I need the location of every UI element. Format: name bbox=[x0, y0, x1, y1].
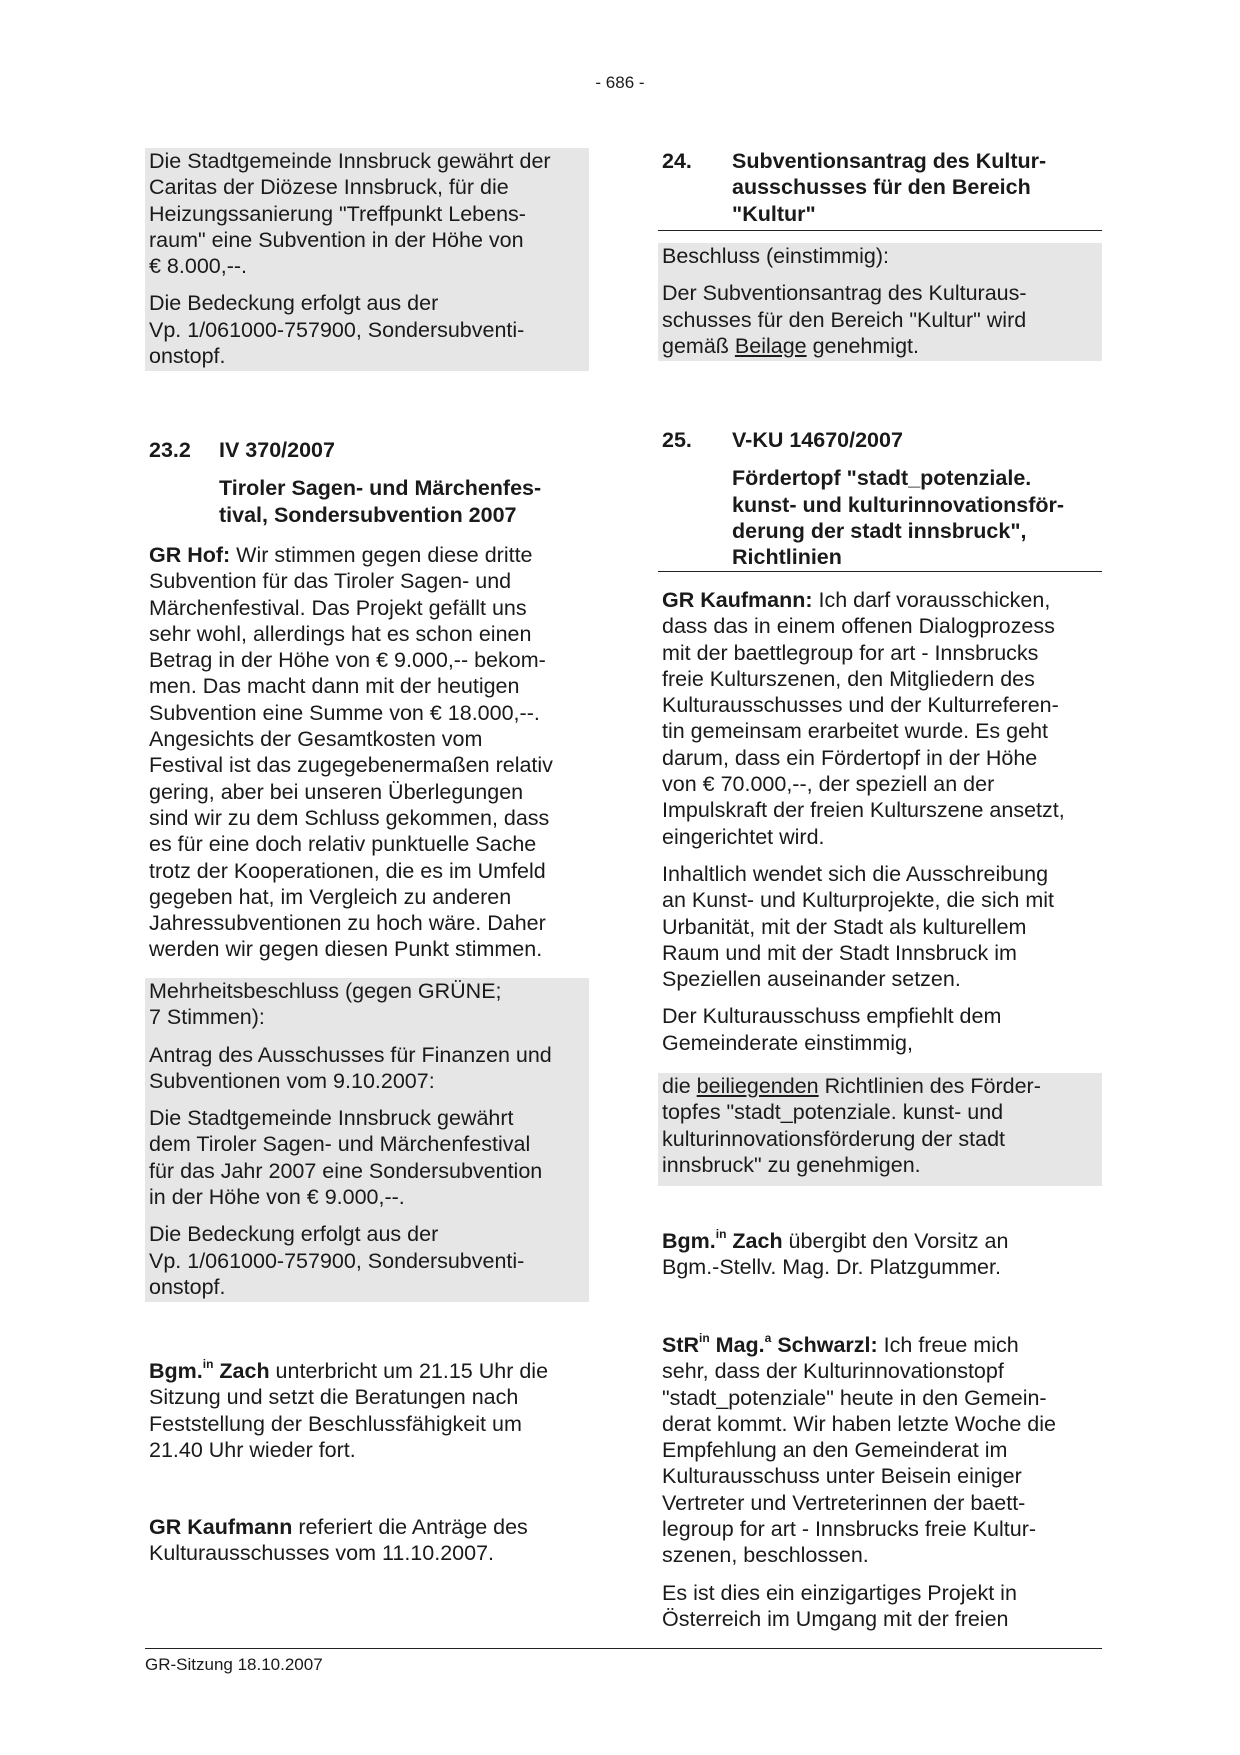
text-line: Märchenfestival. Das Projekt gefällt uns bbox=[149, 595, 527, 620]
item-title bbox=[658, 465, 1102, 570]
majority-decision bbox=[145, 978, 589, 1302]
text-line: Heizungssanierung "Treffpunkt Lebens- bbox=[149, 201, 526, 226]
decision-type: Beschluss (einstimmig): bbox=[662, 244, 889, 268]
text-line: Impulskraft der freien Kulturszene ansetzt, bbox=[662, 798, 1065, 823]
speaker-name: Bgm.$^{in}$ Zach bbox=[149, 1356, 270, 1383]
text-line: Betrag in der Höhe von € 9.000,-- bekom- bbox=[149, 648, 546, 673]
item-number: 23.2 bbox=[149, 438, 191, 462]
caritas-resolution bbox=[145, 148, 589, 371]
text-line: dass das in einem offenen Dialogprozess bbox=[662, 614, 1055, 639]
text-line: eingerichtet wird. bbox=[662, 824, 825, 849]
text-line: topfes "stadt_potenziale. kunst- und bbox=[662, 1100, 1004, 1125]
text-line: Kulturausschusses und der Kulturreferen- bbox=[662, 693, 1059, 718]
text-line: Angesichts der Gesamtkosten vom bbox=[149, 727, 483, 752]
title-line: tival, Sondersubvention 2007 bbox=[219, 502, 517, 527]
text-line: Kulturausschusses vom 11.10.2007. bbox=[149, 1541, 494, 1566]
text-line: Es ist dies ein einzigartiges Projekt in bbox=[662, 1580, 1017, 1605]
item-header bbox=[658, 148, 1102, 227]
text-line: Antrag des Ausschusses für Finanzen und bbox=[149, 1042, 552, 1067]
text-line: gering, aber bei unseren Überlegungen bbox=[149, 779, 524, 804]
title-line: ausschusses für den Bereich bbox=[732, 175, 1031, 200]
text-line: Feststellung der Beschlussfähigkeit um bbox=[149, 1411, 522, 1436]
text-line: Mehrheitsbeschluss (gegen GRÜNE; bbox=[149, 979, 502, 1003]
text-line: legroup for art - Innsbrucks freie Kultur- bbox=[662, 1517, 1037, 1542]
title-line: kunst- und kulturinnovationsför- bbox=[732, 492, 1065, 517]
text-line: Speziellen auseinander setzen. bbox=[662, 967, 961, 992]
title-line: Subventionsantrag des Kultur- bbox=[732, 149, 1047, 173]
text-line: dem Tiroler Sagen- und Märchenfestival bbox=[149, 1132, 531, 1157]
speaker-name: GR Hof: bbox=[149, 543, 231, 567]
text-line: sind wir zu dem Schluss gekommen, dass bbox=[149, 805, 550, 830]
zach-interruption bbox=[145, 1358, 589, 1463]
page-footer: GR-Sitzung 18.10.2007 bbox=[145, 1648, 1102, 1675]
resolution-text bbox=[145, 148, 589, 279]
item-title bbox=[145, 475, 589, 528]
text-line: sehr wohl, allerdings hat es schon einen bbox=[149, 621, 532, 646]
text-line: onstopf. bbox=[149, 1274, 226, 1299]
text-line: derat kommt. Wir haben letzte Woche die bbox=[662, 1411, 1056, 1436]
text-line: Der Subventionsantrag des Kulturaus- bbox=[662, 281, 1027, 306]
text-line: tin gemeinsam erarbeitet wurde. Es geht bbox=[662, 719, 1049, 744]
text-line: innsbruck" zu genehmigen. bbox=[662, 1152, 921, 1177]
item-number: 25. bbox=[662, 428, 692, 452]
text-line: gemäß Beilage genehmigt. bbox=[662, 333, 919, 358]
text-line: für das Jahr 2007 eine Sondersubvention bbox=[149, 1158, 543, 1183]
text-line: übergibt den Vorsitz an bbox=[782, 1229, 1009, 1253]
speaker-name: Bgm.$^{in}$ Zach bbox=[662, 1226, 783, 1253]
text-line: Kulturausschuss unter Beisein einiger bbox=[662, 1464, 1022, 1489]
text-line: Urbanität, mit der Stadt als kulturellem bbox=[662, 914, 1027, 939]
text-line: Bgm.-Stellv. Mag. Dr. Platzgummer. bbox=[662, 1255, 1001, 1280]
speaker-name: StR$^{in}$ Mag.$^a$ Schwarzl: bbox=[662, 1330, 878, 1357]
text-line: referiert die Anträge des bbox=[292, 1515, 528, 1539]
text-line: werden wir gegen diesen Punkt stimmen. bbox=[149, 937, 543, 962]
text-line: Subvention für das Tiroler Sagen- und bbox=[149, 569, 512, 594]
unanimous-decision bbox=[658, 243, 1102, 361]
text-line: Subventionen vom 9.10.2007: bbox=[149, 1068, 435, 1093]
title-line: Tiroler Sagen- und Märchenfes- bbox=[219, 476, 542, 501]
text-line: Sitzung und setzt die Beratungen nach bbox=[149, 1385, 519, 1410]
item-reference: V-KU 14670/2007 bbox=[732, 428, 903, 452]
text-line: schusses für den Bereich "Kultur" wird bbox=[662, 307, 1027, 332]
agenda-item-25 bbox=[658, 427, 1102, 570]
text-line: 7 Stimmen): bbox=[149, 1005, 265, 1030]
text-line: Raum und mit der Stadt Innsbruck im bbox=[662, 940, 1017, 965]
text-line: in der Höhe von € 9.000,--. bbox=[149, 1185, 405, 1210]
text-line: Die Stadtgemeinde Innsbruck gewährt der bbox=[149, 149, 551, 173]
text-line: Die Stadtgemeinde Innsbruck gewährt bbox=[149, 1106, 514, 1131]
text-line: Österreich im Umgang mit der freien bbox=[662, 1606, 1009, 1631]
text-line: an Kunst- und Kulturprojekte, die sich mit bbox=[662, 888, 1054, 913]
text-line: Die Bedeckung erfolgt aus der bbox=[149, 291, 439, 316]
speaker-name: GR Kaufmann: bbox=[662, 588, 813, 612]
title-line: Fördertopf "stadt_potenziale. bbox=[732, 466, 1032, 491]
text-line: unterbricht um 21.15 Uhr die bbox=[269, 1359, 549, 1383]
text-line: € 8.000,--. bbox=[149, 254, 247, 279]
text-line: Der Kulturausschuss empfiehlt dem bbox=[662, 1004, 1002, 1029]
agenda-item-23-2 bbox=[145, 437, 589, 528]
text-line: es für eine doch relativ punktuelle Sache bbox=[149, 832, 537, 857]
page-number: - 686 - bbox=[595, 73, 645, 92]
text-line: "stadt_potenziale" heute in den Gemein- bbox=[662, 1385, 1047, 1410]
schwarzl-statement bbox=[658, 1332, 1102, 1632]
kaufmann-statement bbox=[658, 587, 1102, 1056]
title-line: "Kultur" bbox=[732, 201, 816, 226]
text-line: Vertreter und Vertreterinnen der baett- bbox=[662, 1490, 1026, 1515]
item-header bbox=[145, 437, 589, 463]
text-line: mit der baettlegroup for art - Innsbrucks bbox=[662, 640, 1039, 665]
text-line: die beiliegenden Richtlinien des Förder- bbox=[662, 1074, 1041, 1098]
resolution-text bbox=[145, 1105, 589, 1210]
text-line: Gemeinderate einstimmig, bbox=[662, 1030, 913, 1055]
recommendation bbox=[658, 1073, 1102, 1186]
text-line: men. Das macht dann mit der heutigen bbox=[149, 674, 520, 699]
text-line: Wir stimmen gegen diese dritte bbox=[230, 543, 533, 567]
text-line: darum, dass ein Fördertopf in der Höhe bbox=[662, 745, 1038, 770]
text-line: Ich freue mich bbox=[877, 1333, 1019, 1357]
text-line: trotz der Kooperationen, die es im Umfeld bbox=[149, 858, 546, 883]
motion-source bbox=[145, 1042, 589, 1095]
speaker-name: GR Kaufmann bbox=[149, 1515, 293, 1539]
agenda-item-24 bbox=[658, 148, 1102, 227]
text-line: Ich darf vorausschicken, bbox=[812, 588, 1051, 612]
kaufmann-report bbox=[145, 1514, 589, 1567]
text-line: sehr, dass der Kulturinnovationstopf bbox=[662, 1359, 1004, 1384]
annex-link: beiliegenden bbox=[696, 1074, 819, 1098]
coverage-text bbox=[145, 290, 589, 369]
item-header bbox=[658, 427, 1102, 453]
text-line: Festival ist das zugegebenermaßen relativ bbox=[149, 753, 553, 778]
section-divider bbox=[658, 571, 1102, 572]
text-line: Die Bedeckung erfolgt aus der bbox=[149, 1222, 439, 1247]
text-line: Jahressubventionen zu hoch wäre. Daher bbox=[149, 911, 546, 936]
text-line: Caritas der Diözese Innsbruck, für die bbox=[149, 175, 509, 200]
annex-link: Beilage bbox=[734, 333, 807, 358]
text-line: Subvention eine Summe von € 18.000,--. bbox=[149, 700, 540, 725]
hof-statement bbox=[145, 542, 589, 963]
item-reference: IV 370/2007 bbox=[219, 438, 335, 462]
text-line: freie Kulturszenen, den Mitgliedern des bbox=[662, 666, 1035, 691]
text-line: von € 70.000,--, der speziell an der bbox=[662, 772, 995, 797]
text-line: 21.40 Uhr wieder fort. bbox=[149, 1437, 356, 1462]
coverage-text bbox=[145, 1221, 589, 1300]
resolution-text bbox=[658, 280, 1102, 359]
title-line: Richtlinien bbox=[732, 545, 842, 570]
title-line: derung der stadt innsbruck", bbox=[732, 518, 1027, 543]
item-number: 24. bbox=[662, 149, 692, 173]
text-line: gegeben hat, im Vergleich zu anderen bbox=[149, 884, 512, 909]
item-title bbox=[732, 148, 1102, 227]
text-line: szenen, beschlossen. bbox=[662, 1543, 869, 1568]
text-line: Vp. 1/061000-757900, Sondersubventi- bbox=[149, 1248, 525, 1273]
section-divider bbox=[658, 230, 1102, 231]
text-line: raum" eine Subvention in der Höhe von bbox=[149, 227, 524, 252]
text-line: Empfehlung an den Gemeinderat im bbox=[662, 1438, 1008, 1463]
decision-type bbox=[145, 978, 589, 1031]
text-line: Inhaltlich wendet sich die Ausschreibung bbox=[662, 861, 1049, 886]
text-line: kulturinnovationsförderung der stadt bbox=[662, 1126, 1006, 1151]
text-line: Vp. 1/061000-757900, Sondersubventi- bbox=[149, 317, 525, 342]
zach-handover bbox=[658, 1228, 1102, 1281]
text-line: onstopf. bbox=[149, 344, 226, 369]
